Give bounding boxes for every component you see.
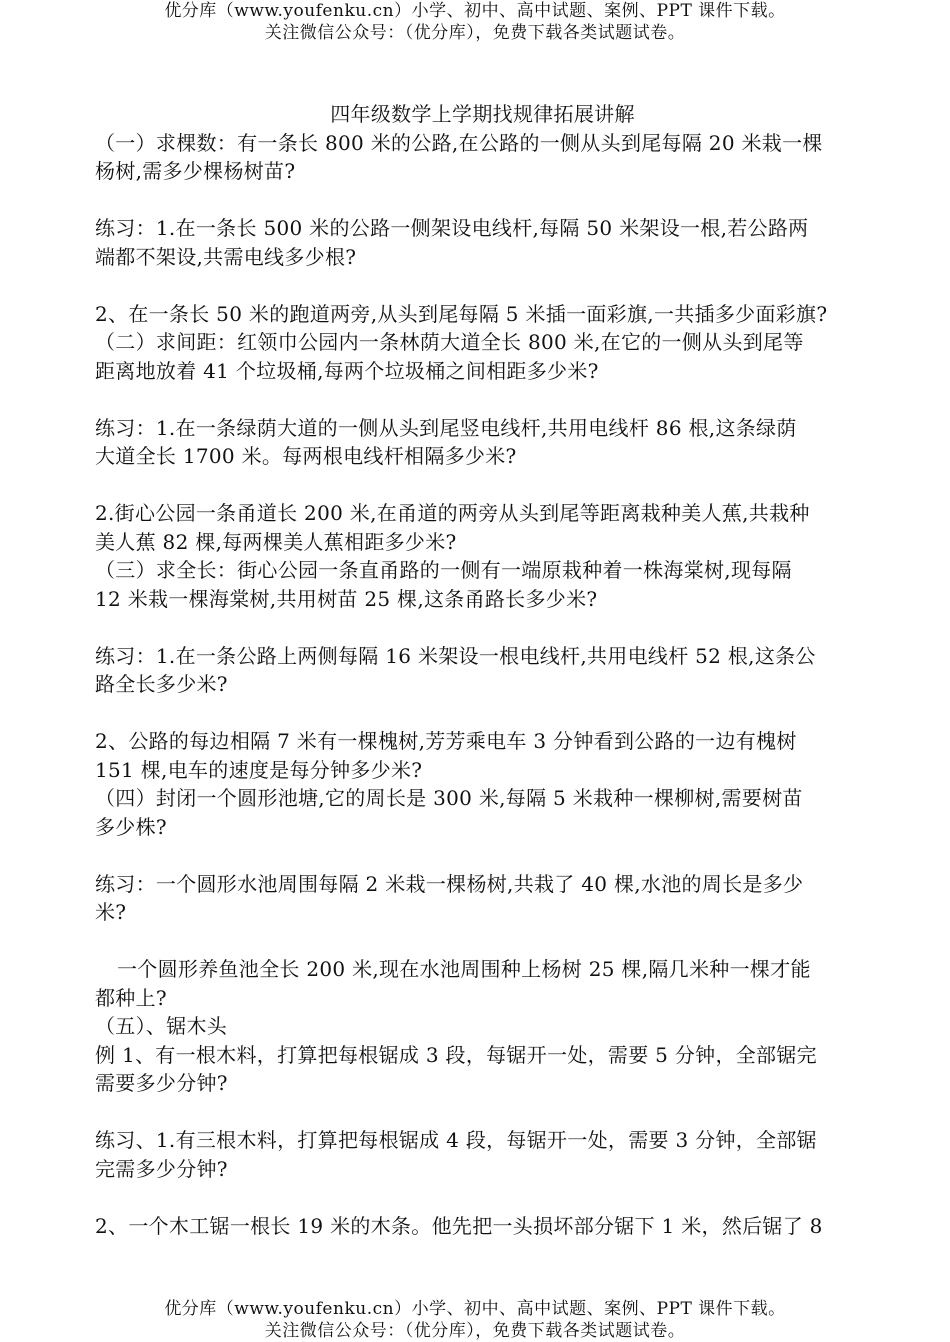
section-3-exercise-1-line-1: 练习：1.在一条公路上两侧每隔 16 米架设一根电线杆,共用电线杆 52 根,这条公 [95, 643, 816, 668]
section-2-exercise-2-line-2: 美人蕉 82 棵,每两棵美人蕉相距多少米? [95, 529, 457, 554]
section-5-exercise-1-line-1: 练习、1.有三根木料，打算把每根锯成 4 段，每锯开一处，需要 3 分钟，全部锯 [95, 1128, 817, 1152]
section-3-line-1: （三）求全长：街心公园一条直甬路的一侧有一端原栽种着一株海棠树,现每隔 [95, 558, 792, 582]
section-2-exercise-2-line-1: 2.街心公园一条甬道长 200 米,在甬道的两旁从头到尾等距离栽种美人蕉,共栽种 [95, 501, 810, 525]
section-5-exercise-1-line-2: 完需多少分钟? [95, 1156, 228, 1181]
header-line-1: 优分库（www.youfenku.cn）小学、初中、高中试题、案例、PPT 课件下载。 [164, 1, 786, 21]
section-5-exercise-2-line-1: 2、一个木工锯一根长 19 米的木条。他先把一头损坏部分锯下 1 米，然后锯了 8 [95, 1213, 823, 1238]
section-3-line-2: 12 米栽一棵海棠树,共用树苗 25 棵,这条甬路长多少米? [95, 586, 598, 611]
document-body [95, 100, 860, 1240]
header-line-2: 关注微信公众号：（优分库），免费下载各类试题试卷。 [264, 23, 686, 43]
section-2-exercise-1-line-1: 练习：1.在一条绿荫大道的一侧从头到尾竖电线杆,共用电线杆 86 根,这条绿荫 [95, 415, 797, 440]
section-4-line-1: （四）封闭一个圆形池塘,它的周长是 300 米,每隔 5 米栽种一棵柳树,需要树苗 [95, 786, 803, 810]
section-3-exercise-2-line-1: 2、公路的每边相隔 7 米有一棵槐树,芳芳乘电车 3 分钟看到公路的一边有槐树 [95, 729, 797, 753]
section-2-line-1: （二）求间距：红领巾公园内一条林荫大道全长 800 米,在它的一侧从头到尾等 [95, 330, 804, 354]
section-5-title: （五）、锯木头 [95, 1014, 228, 1038]
section-2-line-2: 距离地放着 41 个垃圾桶,每两个垃圾桶之间相距多少米? [95, 358, 599, 383]
section-1-line-2: 杨树,需多少棵杨树苗? [95, 159, 296, 183]
section-4-exercise-1-line-2: 米? [95, 900, 127, 924]
section-4-exercise-2-line-1: 一个圆形养鱼池全长 200 米,现在水池周围种上杨树 25 棵,隔几米种一棵才能 [117, 957, 811, 981]
section-3-exercise-1-line-2: 路全长多少米? [95, 672, 228, 696]
section-4-exercise-2-line-2: 都种上? [95, 985, 167, 1010]
section-5-example-line-1: 例 1、有一根木料，打算把每根锯成 3 段，每锯开一处，需要 5 分钟，全部锯完 [95, 1042, 817, 1067]
section-1-exercise-1-line-2: 端都不架设,共需电线多少根? [95, 244, 357, 269]
section-5-example-line-2: 需要多少分钟? [95, 1071, 228, 1095]
section-3-exercise-2-line-2: 151 棵,电车的速度是每分钟多少米? [95, 757, 423, 782]
document-title: 四年级数学上学期找规律拓展讲解 [330, 102, 635, 126]
page-footer [0, 1298, 950, 1342]
page-header [0, 0, 950, 44]
footer-line-1: 优分库（www.youfenku.cn）小学、初中、高中试题、案例、PPT 课件下载。 [164, 1299, 786, 1319]
section-1-exercise-1-line-1: 练习：1.在一条长 500 米的公路一侧架设电线杆,每隔 50 米架设一根,若公路两 [95, 216, 809, 240]
section-4-line-2: 多少株? [95, 814, 167, 839]
section-4-exercise-1-line-1: 练习：一个圆形水池周围每隔 2 米栽一棵杨树,共栽了 40 棵,水池的周长是多少 [95, 871, 804, 896]
footer-line-2: 关注微信公众号：（优分库），免费下载各类试题试卷。 [264, 1321, 686, 1341]
section-1-line-1: （一）求棵数：有一条长 800 米的公路,在公路的一侧从头到尾每隔 20 米栽一棵 [95, 130, 823, 155]
section-1-exercise-2-line-1: 2、在一条长 50 米的跑道两旁,从头到尾每隔 5 米插一面彩旗,一共插多少面彩旗? [95, 301, 828, 326]
section-2-exercise-1-line-2: 大道全长 1700 米。每两根电线杆相隔多少米? [95, 444, 517, 468]
